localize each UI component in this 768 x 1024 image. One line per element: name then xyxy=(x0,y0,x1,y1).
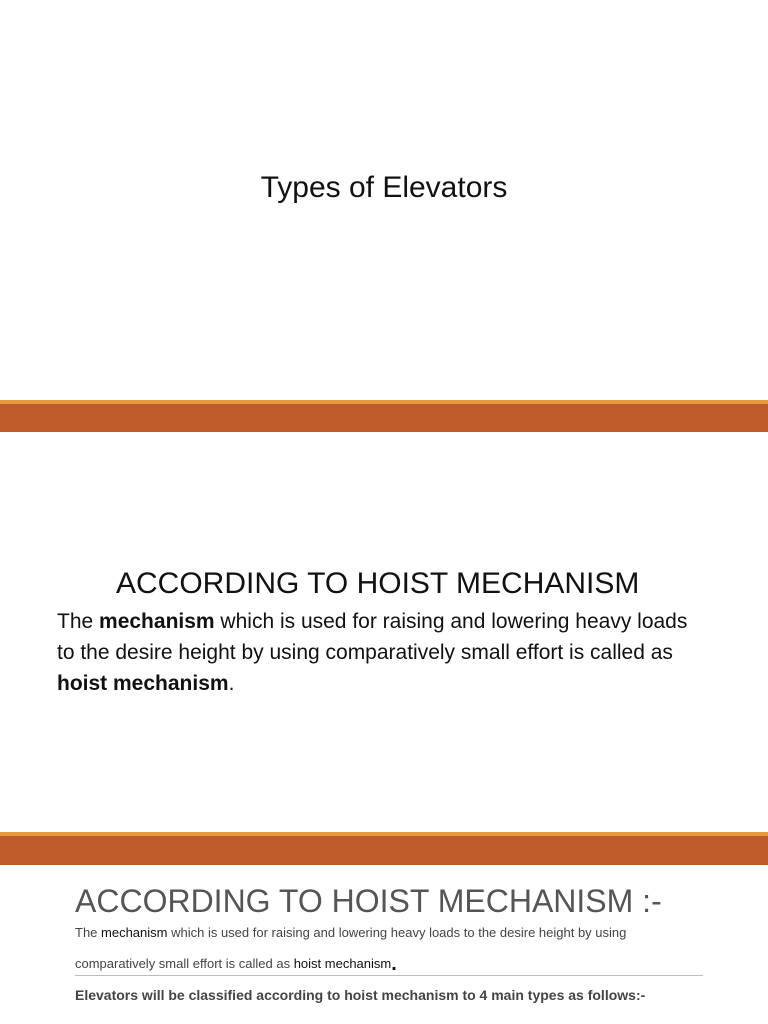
paragraph-text: The xyxy=(57,610,100,633)
slide-separator xyxy=(0,400,768,432)
slide-title-text: Types of Elevators xyxy=(260,171,508,204)
divider xyxy=(75,975,703,976)
slide-hoist-mechanism-types xyxy=(0,865,768,1024)
paragraph-text: . xyxy=(228,672,235,695)
paragraph-text: The xyxy=(75,925,102,940)
hoist-mechanism-term: hoist mechanism xyxy=(57,672,229,695)
paragraph-period: . xyxy=(391,953,397,975)
slide-title xyxy=(0,0,768,400)
slide-separator xyxy=(0,832,768,865)
paragraph-text: which is used for raising and lowering heavy loads to the desire height by using comparatively small effort is called as xyxy=(75,925,627,971)
paragraph-text: which is used for raising and lowering heavy loads to the desire height by using comparatively small effort is called as xyxy=(57,610,688,664)
slide-heading: ACCORDING TO HOIST MECHANISM :- xyxy=(75,883,662,919)
mechanism-term: mechanism xyxy=(99,610,215,633)
definition-paragraph xyxy=(75,917,695,979)
classification-text: Elevators will be classified according to hoist mechanism to 4 main types as follows:- xyxy=(75,987,646,1003)
slide-hoist-mechanism xyxy=(0,432,768,832)
hoist-mechanism-term: hoist mechanism xyxy=(293,956,392,971)
slide-heading: ACCORDING TO HOIST MECHANISM xyxy=(116,567,640,600)
definition-paragraph xyxy=(57,606,707,699)
mechanism-term: mechanism xyxy=(101,925,168,940)
